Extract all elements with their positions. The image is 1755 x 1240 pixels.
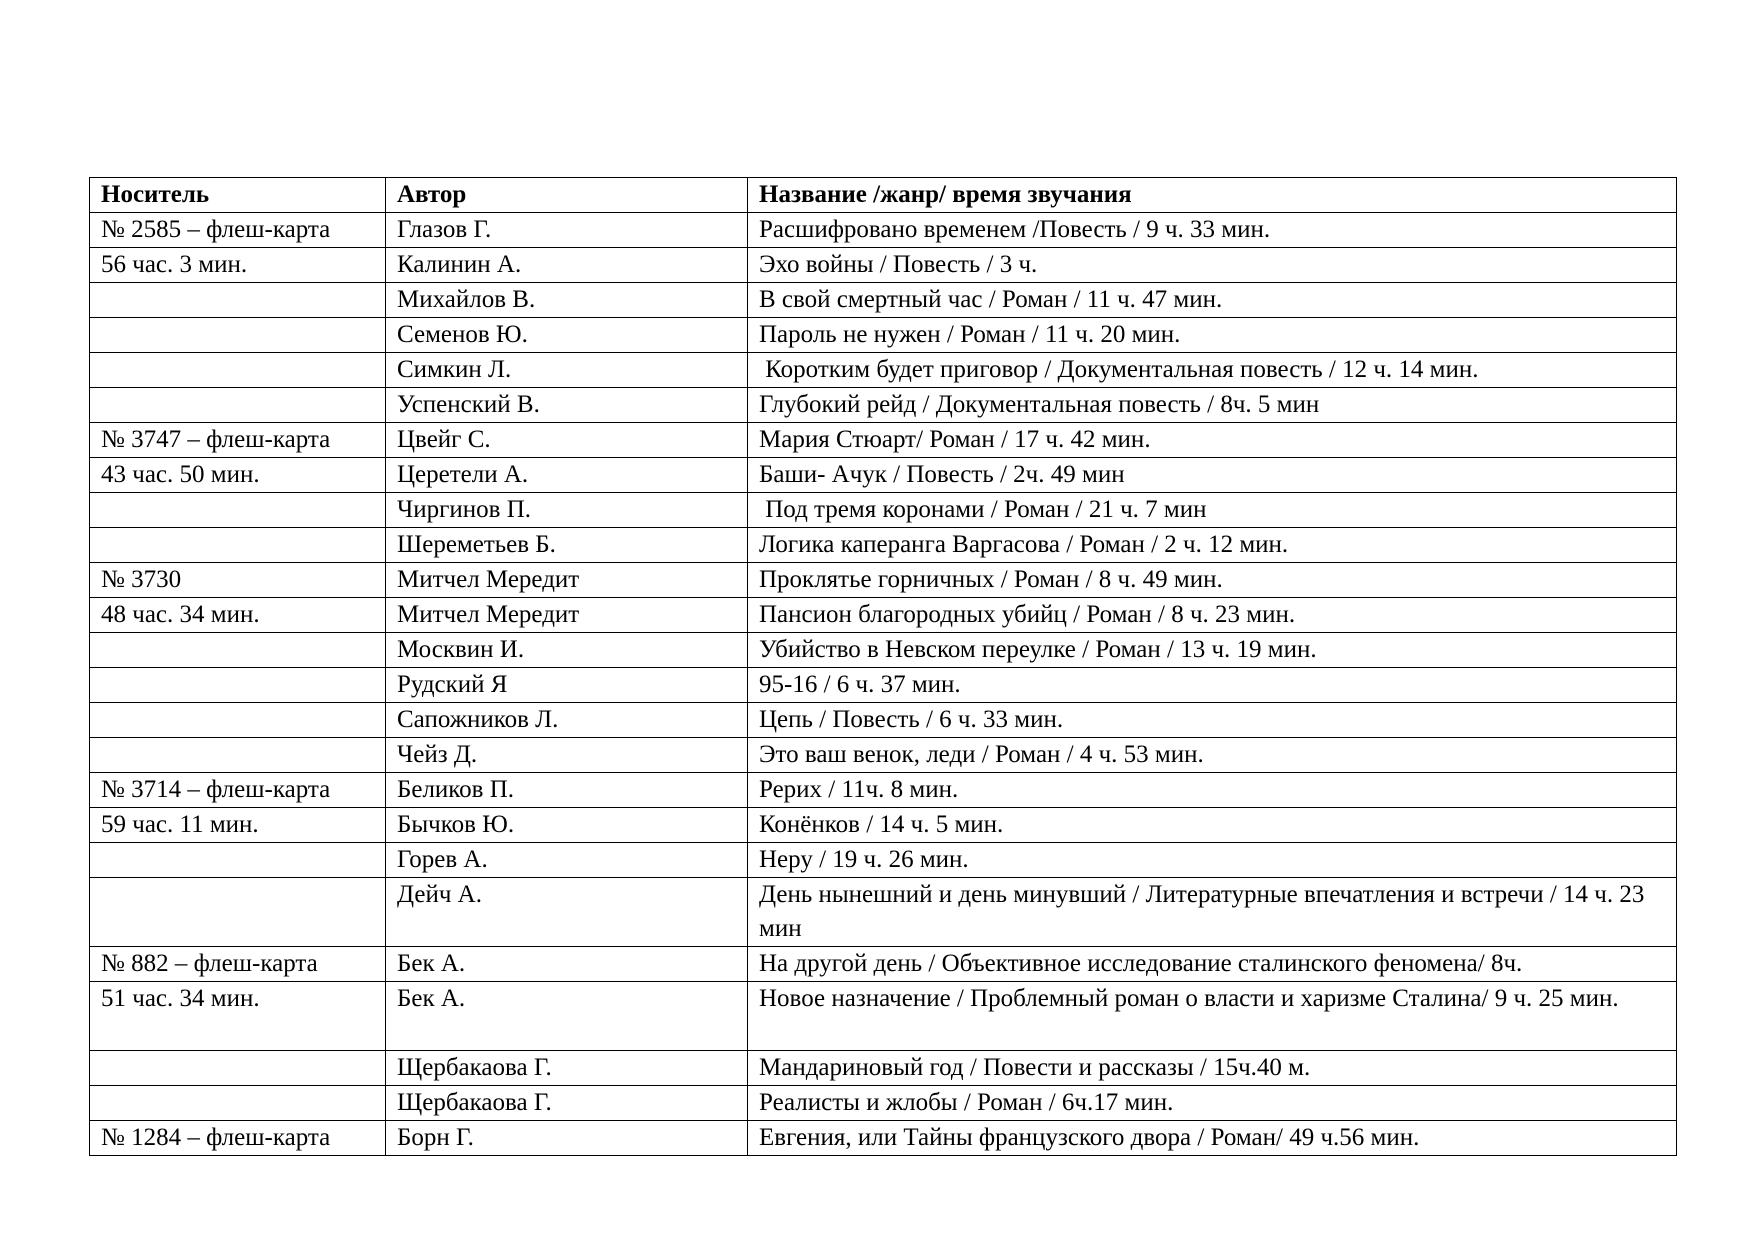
carrier-cell: 56 час. 3 мин.	[90, 248, 386, 283]
header-title-genre-duration: Название /жанр/ время звучания	[748, 178, 1677, 213]
table-row	[90, 633, 1677, 668]
carrier-cell	[90, 353, 386, 388]
author-cell: Чейз Д.	[386, 738, 748, 773]
carrier-cell: № 1284 – флеш-карта	[90, 1121, 386, 1156]
author-cell: Борн Г.	[386, 1121, 748, 1156]
table-row	[90, 283, 1677, 318]
author-cell: Митчел Мередит	[386, 598, 748, 633]
table-row	[90, 878, 1677, 947]
table-row	[90, 982, 1677, 1051]
table-row	[90, 213, 1677, 248]
carrier-cell	[90, 1051, 386, 1086]
carrier-cell	[90, 493, 386, 528]
carrier-cell	[90, 668, 386, 703]
author-cell: Михайлов В.	[386, 283, 748, 318]
carrier-cell	[90, 703, 386, 738]
carrier-cell	[90, 878, 386, 947]
author-cell: Бек А.	[386, 982, 748, 1051]
author-cell: Щербакаова Г.	[386, 1086, 748, 1121]
title-cell: Реалисты и жлобы / Роман / 6ч.17 мин.	[748, 1086, 1677, 1121]
author-cell: Чиргинов П.	[386, 493, 748, 528]
author-cell: Москвин И.	[386, 633, 748, 668]
title-cell: Рерих / 11ч. 8 мин.	[748, 773, 1677, 808]
author-cell: Калинин А.	[386, 248, 748, 283]
title-cell: Под тремя коронами / Роман / 21 ч. 7 мин	[748, 493, 1677, 528]
title-cell: Пансион благородных убийц / Роман / 8 ч. 23 мин.	[748, 598, 1677, 633]
title-cell: Евгения, или Тайны французского двора / Роман/ 49 ч.56 мин.	[748, 1121, 1677, 1156]
author-cell: Успенский В.	[386, 388, 748, 423]
author-cell: Цвейг С.	[386, 423, 748, 458]
author-cell: Беликов П.	[386, 773, 748, 808]
title-cell: Расшифровано временем /Повесть / 9 ч. 33 мин.	[748, 213, 1677, 248]
title-cell: В свой смертный час / Роман / 11 ч. 47 мин.	[748, 283, 1677, 318]
carrier-cell: 43 час. 50 мин.	[90, 458, 386, 493]
title-cell: Мандариновый год / Повести и рассказы / 15ч.40 м.	[748, 1051, 1677, 1086]
table-row	[90, 843, 1677, 878]
table-row	[90, 528, 1677, 563]
author-cell: Сапожников Л.	[386, 703, 748, 738]
header-carrier: Носитель	[90, 178, 386, 213]
title-cell: Проклятье горничных / Роман / 8 ч. 49 мин.	[748, 563, 1677, 598]
author-cell: Церетели А.	[386, 458, 748, 493]
table-row	[90, 1121, 1677, 1156]
author-cell: Митчел Мередит	[386, 563, 748, 598]
table-row	[90, 248, 1677, 283]
carrier-cell: 59 час. 11 мин.	[90, 808, 386, 843]
author-cell: Шереметьев Б.	[386, 528, 748, 563]
carrier-cell	[90, 738, 386, 773]
title-cell: Новое назначение / Проблемный роман о власти и харизме Сталина/ 9 ч. 25 мин.	[748, 982, 1677, 1051]
title-cell: Пароль не нужен / Роман / 11 ч. 20 мин.	[748, 318, 1677, 353]
table-row	[90, 318, 1677, 353]
author-cell: Щербакаова Г.	[386, 1051, 748, 1086]
title-cell: День нынешний и день минувший / Литературные впечатления и встречи / 14 ч. 23 мин	[748, 878, 1677, 947]
table-row	[90, 493, 1677, 528]
carrier-cell: № 3730	[90, 563, 386, 598]
title-cell: Неру / 19 ч. 26 мин.	[748, 843, 1677, 878]
header-author: Автор	[386, 178, 748, 213]
table-row	[90, 388, 1677, 423]
table-row	[90, 703, 1677, 738]
carrier-cell	[90, 1086, 386, 1121]
carrier-cell	[90, 318, 386, 353]
author-cell: Горев А.	[386, 843, 748, 878]
carrier-cell	[90, 633, 386, 668]
table-row	[90, 668, 1677, 703]
table-row	[90, 808, 1677, 843]
author-cell: Бычков Ю.	[386, 808, 748, 843]
carrier-cell: № 882 – флеш-карта	[90, 947, 386, 982]
carrier-cell: № 3747 – флеш-карта	[90, 423, 386, 458]
title-cell: Коротким будет приговор / Документальная повесть / 12 ч. 14 мин.	[748, 353, 1677, 388]
table-header-row	[90, 178, 1677, 213]
audiobook-catalog-table	[89, 177, 1677, 1156]
author-cell: Бек А.	[386, 947, 748, 982]
carrier-cell	[90, 283, 386, 318]
table-row	[90, 1051, 1677, 1086]
title-cell: Конёнков / 14 ч. 5 мин.	[748, 808, 1677, 843]
carrier-cell: 48 час. 34 мин.	[90, 598, 386, 633]
title-cell: Эхо войны / Повесть / 3 ч.	[748, 248, 1677, 283]
carrier-cell	[90, 528, 386, 563]
author-cell: Семенов Ю.	[386, 318, 748, 353]
table-row	[90, 598, 1677, 633]
table-row	[90, 1086, 1677, 1121]
title-cell: Глубокий рейд / Документальная повесть / 8ч. 5 мин	[748, 388, 1677, 423]
carrier-cell	[90, 843, 386, 878]
table-row	[90, 947, 1677, 982]
table-row	[90, 738, 1677, 773]
carrier-cell: № 2585 – флеш-карта	[90, 213, 386, 248]
title-cell: Мария Стюарт/ Роман / 17 ч. 42 мин.	[748, 423, 1677, 458]
author-cell: Глазов Г.	[386, 213, 748, 248]
title-cell: Логика каперанга Варгасова / Роман / 2 ч. 12 мин.	[748, 528, 1677, 563]
author-cell: Симкин Л.	[386, 353, 748, 388]
table-row	[90, 458, 1677, 493]
carrier-cell: 51 час. 34 мин.	[90, 982, 386, 1051]
title-cell: Убийство в Невском переулке / Роман / 13 ч. 19 мин.	[748, 633, 1677, 668]
carrier-cell: № 3714 – флеш-карта	[90, 773, 386, 808]
table-row	[90, 353, 1677, 388]
title-cell: На другой день / Объективное исследование сталинского феномена/ 8ч.	[748, 947, 1677, 982]
table-row	[90, 563, 1677, 598]
author-cell: Рудский Я	[386, 668, 748, 703]
table-row	[90, 773, 1677, 808]
table-row	[90, 423, 1677, 458]
title-cell: Это ваш венок, леди / Роман / 4 ч. 53 мин.	[748, 738, 1677, 773]
carrier-cell	[90, 388, 386, 423]
title-cell: 95-16 / 6 ч. 37 мин.	[748, 668, 1677, 703]
title-cell: Цепь / Повесть / 6 ч. 33 мин.	[748, 703, 1677, 738]
title-cell: Баши- Ачук / Повесть / 2ч. 49 мин	[748, 458, 1677, 493]
author-cell: Дейч А.	[386, 878, 748, 947]
table-body	[90, 213, 1677, 1156]
